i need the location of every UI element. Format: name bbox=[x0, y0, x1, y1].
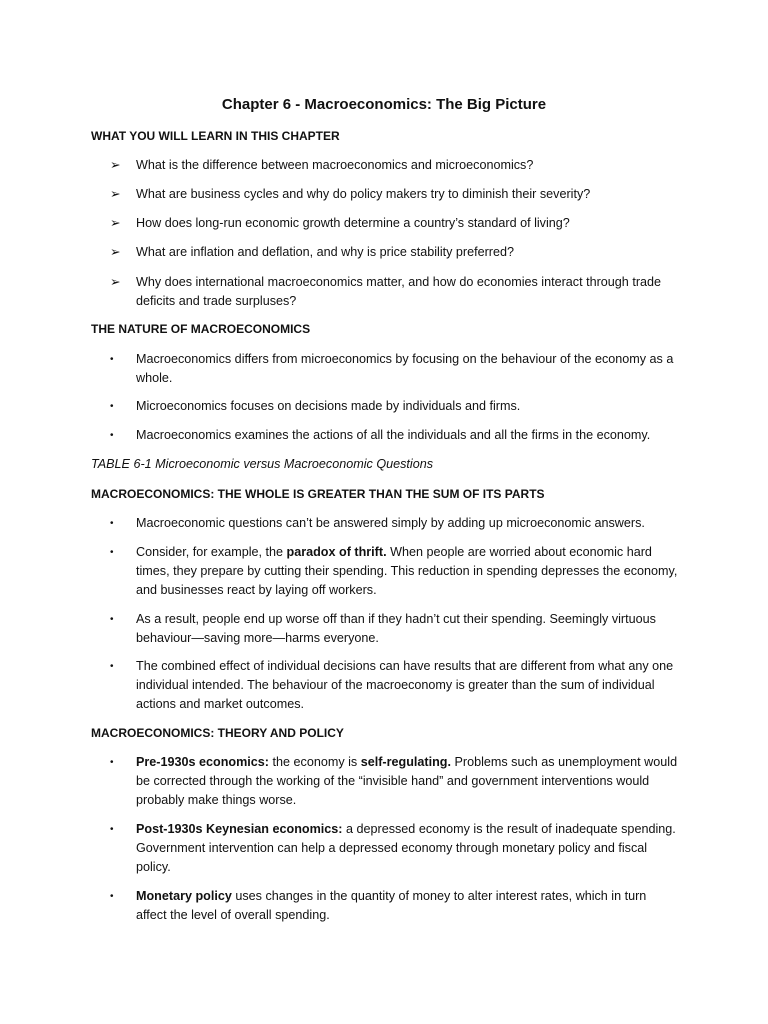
section-heading-learn: WHAT YOU WILL LEARN IN THIS CHAPTER bbox=[91, 129, 340, 143]
term-paradox-of-thrift: paradox of thrift. bbox=[286, 545, 387, 559]
section-heading-nature: THE NATURE OF MACROECONOMICS bbox=[91, 322, 311, 336]
arrow-bullet-icon: ➢ bbox=[110, 158, 121, 172]
list-item-text: Consider, for example, the paradox of thrift. When people are worried about economic hard times, they prepare by cutting their spending. This reduction in spending depresses the economy, and businesses react by laying off workers. bbox=[136, 545, 678, 597]
page-title: Chapter 6 - Macroeconomics: The Big Picture bbox=[221, 96, 547, 113]
arrow-bullet-icon: ➢ bbox=[110, 187, 121, 201]
list-item bbox=[110, 514, 680, 533]
bullet-icon: • bbox=[110, 891, 114, 902]
bullet-icon: • bbox=[110, 661, 114, 672]
list-item bbox=[110, 214, 680, 233]
section-heading-theory: MACROECONOMICS: THEORY AND POLICY bbox=[91, 726, 344, 740]
bullet-icon: • bbox=[110, 824, 114, 835]
list-item-text: Pre-1930s economics: the economy is self-regulating. Problems such as unemployment would be corrected through the working of the “invisible hand” and government interventions would probably make things worse. bbox=[136, 755, 678, 807]
list-item bbox=[110, 887, 680, 925]
list-item bbox=[110, 273, 680, 311]
list-item bbox=[110, 753, 680, 810]
bullet-icon: • bbox=[110, 401, 114, 412]
bullet-icon: • bbox=[110, 354, 114, 365]
list-item bbox=[110, 350, 680, 388]
list-item-text: The combined effect of individual decisions can have results that are different from what any one individual intended. The behaviour of the macroeconomy is greater than the sum of individual actions and market outcomes. bbox=[136, 659, 674, 711]
bullet-icon: • bbox=[110, 757, 114, 768]
section-heading-whole: MACROECONOMICS: THE WHOLE IS GREATER THAN THE SUM OF ITS PARTS bbox=[91, 487, 545, 501]
list-item-text: Microeconomics focuses on decisions made by individuals and firms. bbox=[136, 399, 521, 413]
list-item-text: Macroeconomics examines the actions of all the individuals and all the firms in the economy. bbox=[136, 428, 651, 442]
list-item bbox=[110, 610, 680, 648]
list-item-text: Why does international macroeconomics matter, and how do economies interact through trade deficits and trade surpluses? bbox=[136, 275, 662, 308]
list-item-text: Monetary policy uses changes in the quantity of money to alter interest rates, which in turn affect the level of overall spending. bbox=[136, 889, 647, 922]
list-item-text: What are business cycles and why do policy makers try to diminish their severity? bbox=[136, 187, 591, 201]
list-item-text: Macroeconomics differs from microeconomics by focusing on the behaviour of the economy as a whole. bbox=[136, 352, 674, 385]
list-item bbox=[110, 243, 680, 262]
list-item bbox=[110, 820, 680, 877]
list-item bbox=[110, 657, 680, 714]
list-item bbox=[110, 426, 680, 445]
arrow-bullet-icon: ➢ bbox=[110, 245, 121, 259]
bullet-icon: • bbox=[110, 518, 114, 529]
list-item bbox=[110, 185, 680, 204]
list-item bbox=[110, 156, 680, 175]
list-item-text: What are inflation and deflation, and why is price stability preferred? bbox=[136, 245, 515, 259]
arrow-bullet-icon: ➢ bbox=[110, 216, 121, 230]
list-item-text: Post-1930s Keynesian economics: a depressed economy is the result of inadequate spending. Government intervention can help a depressed economy through monetary policy and fiscal policy. bbox=[136, 822, 676, 874]
arrow-bullet-icon: ➢ bbox=[110, 275, 121, 289]
list-item-text: As a result, people end up worse off than if they hadn’t cut their spending. Seemingly virtuous behaviour—saving more—harms everyone. bbox=[136, 612, 656, 645]
bullet-icon: • bbox=[110, 430, 114, 441]
list-item-text: What is the difference between macroeconomics and microeconomics? bbox=[136, 158, 534, 172]
bullet-icon: • bbox=[110, 614, 114, 625]
list-item bbox=[110, 543, 680, 600]
table-caption: TABLE 6-1 Microeconomic versus Macroeconomic Questions bbox=[91, 457, 434, 471]
bullet-icon: • bbox=[110, 547, 114, 558]
list-item-text: Macroeconomic questions can’t be answered simply by adding up microeconomic answers. bbox=[136, 516, 645, 530]
list-item bbox=[110, 397, 680, 416]
list-item-text: How does long-run economic growth determine a country’s standard of living? bbox=[136, 216, 570, 230]
